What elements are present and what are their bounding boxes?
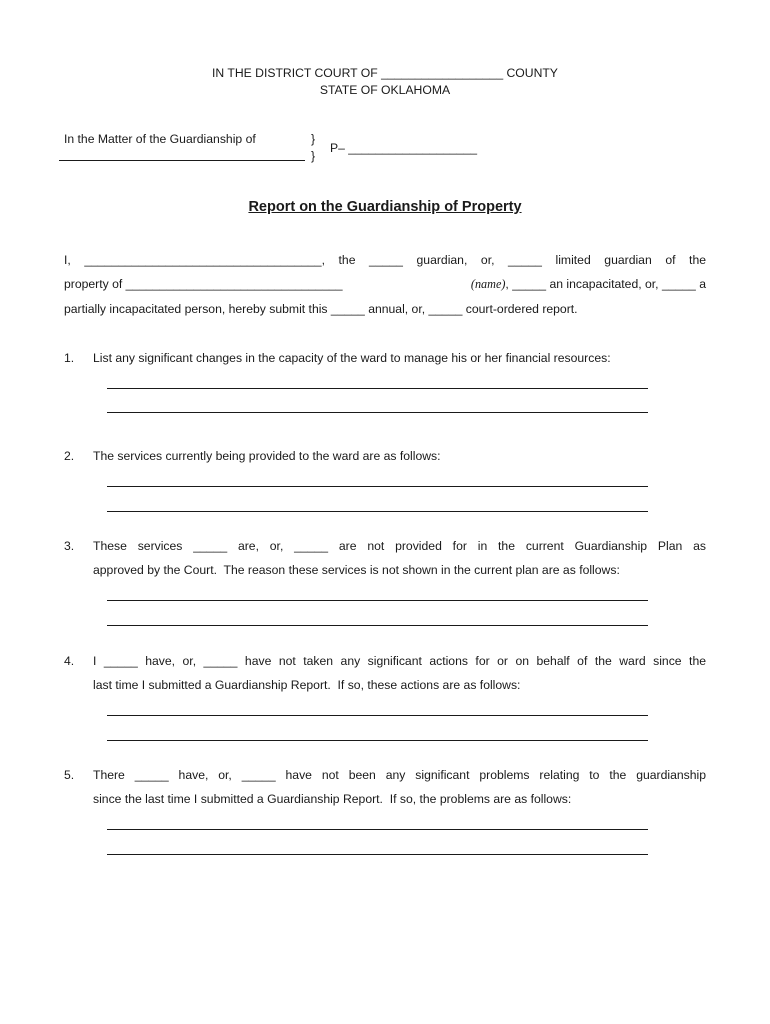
intro-name-hint: (name): [470, 277, 506, 291]
item-3-text-line-2: approved by the Court. The reason these services is not shown in the current plan are as follows:: [93, 563, 620, 577]
ward-name-blank[interactable]: [59, 160, 305, 161]
court-header-line2: STATE OF OKLAHOMA: [319, 83, 451, 97]
item-1-answer-line-2[interactable]: [107, 412, 648, 413]
caption-matter-label: In the Matter of the Guardianship of: [64, 132, 256, 146]
item-4-text-line-2: last time I submitted a Guardianship Report. If so, these actions are as follows:: [93, 678, 521, 692]
intro-incapacitated-text: , _____ an incapacitated, or, _____ a: [505, 277, 706, 291]
item-3-answer-line-1[interactable]: [107, 600, 648, 601]
item-2-number: 2.: [64, 449, 75, 463]
caption-brace-bottom: }: [311, 149, 316, 163]
item-4-number: 4.: [64, 654, 75, 668]
item-4-answer-line-1[interactable]: [107, 715, 648, 716]
item-4-answer-line-2[interactable]: [107, 740, 648, 741]
caption-brace-top: }: [311, 132, 316, 146]
item-1-number: 1.: [64, 351, 75, 365]
item-1-text: List any significant changes in the capacity of the ward to manage his or her financial resources:: [93, 351, 611, 365]
item-2-answer-line-2[interactable]: [107, 511, 648, 512]
item-4-text-line-1: I _____ have, or, _____ have not taken any significant actions for or on behalf of the ward since the: [93, 654, 706, 668]
intro-line-3: partially incapacitated person, hereby submit this _____ annual, or, _____ court-ordered report.: [64, 302, 578, 316]
case-number-field[interactable]: P– ___________________: [330, 141, 478, 155]
item-1-answer-line-1[interactable]: [107, 388, 648, 389]
item-5-number: 5.: [64, 768, 75, 782]
item-5-text-line-2: since the last time I submitted a Guardianship Report. If so, the problems are as follows:: [93, 792, 572, 806]
item-3-answer-line-2[interactable]: [107, 625, 648, 626]
item-5-text-line-1: There _____ have, or, _____ have not been any significant problems relating to the guardianship: [93, 768, 706, 782]
item-3-text-line-1: These services _____ are, or, _____ are not provided for in the current Guardianship Plan as: [93, 539, 706, 553]
intro-line-2: [64, 277, 706, 292]
item-2-text: The services currently being provided to the ward are as follows:: [93, 449, 441, 463]
item-5-answer-line-2[interactable]: [107, 854, 648, 855]
item-2-answer-line-1[interactable]: [107, 486, 648, 487]
item-3-number: 3.: [64, 539, 75, 553]
intro-property-text: property of ________________________________: [64, 277, 343, 291]
page-title: Report on the Guardianship of Property: [248, 199, 522, 215]
court-header-line1: IN THE DISTRICT COURT OF __________________ COUNTY: [212, 66, 558, 80]
item-5-answer-line-1[interactable]: [107, 829, 648, 830]
intro-line-1: I, ___________________________________, the _____ guardian, or, _____ limited guardian of the: [64, 253, 706, 267]
